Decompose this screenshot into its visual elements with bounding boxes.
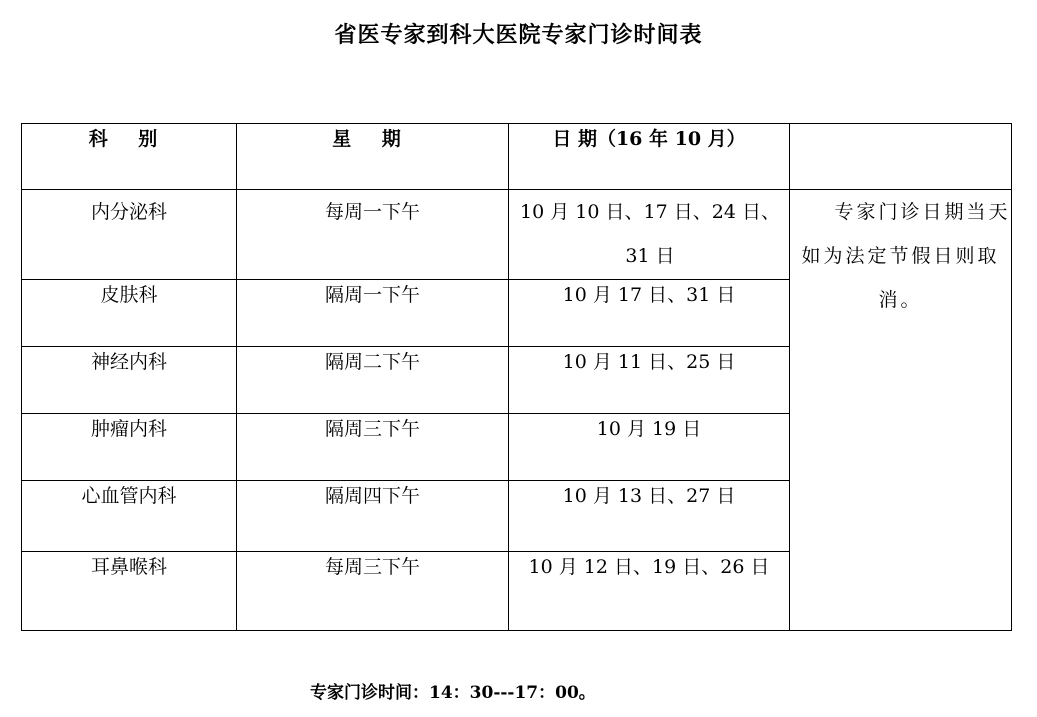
cell-date: 10 月 11 日、25 日 — [509, 347, 790, 414]
cell-date: 10 月 13 日、27 日 — [509, 481, 790, 552]
note-text: 专家门诊日期当天如为法定节假日则取消。 — [801, 201, 1011, 311]
cell-weekday: 隔周四下午 — [237, 481, 509, 552]
cell-date: 10 月 17 日、31 日 — [509, 280, 790, 347]
cell-date: 10 月 10 日、17 日、24 日、31 日 — [509, 190, 790, 280]
cell-dept: 耳鼻喉科 — [22, 552, 237, 631]
cell-weekday: 隔周三下午 — [237, 414, 509, 481]
header-weekday: 星 期 — [237, 124, 509, 190]
cell-weekday: 隔周二下午 — [237, 347, 509, 414]
cell-weekday: 隔周一下午 — [237, 280, 509, 347]
cell-weekday: 每周一下午 — [237, 190, 509, 280]
header-dept: 科 别 — [22, 124, 237, 190]
cell-dept: 心血管内科 — [22, 481, 237, 552]
clinic-hours: 专家门诊时间：14：30---17：00。 — [310, 683, 596, 703]
table-row — [22, 190, 1012, 280]
header-note — [790, 124, 1012, 190]
cell-dept: 肿瘤内科 — [22, 414, 237, 481]
cell-dept: 皮肤科 — [22, 280, 237, 347]
cell-dept: 神经内科 — [22, 347, 237, 414]
cell-date: 10 月 19 日 — [509, 414, 790, 481]
cell-weekday: 每周三下午 — [237, 552, 509, 631]
note-cell — [790, 190, 1012, 631]
table-header-row — [22, 124, 1012, 190]
schedule-table — [21, 123, 1012, 631]
page-title: 省医专家到科大医院专家门诊时间表 — [334, 22, 703, 48]
cell-date: 10 月 12 日、19 日、26 日 — [509, 552, 790, 631]
header-date: 日 期（16 年 10 月） — [509, 124, 790, 190]
cell-dept: 内分泌科 — [22, 190, 237, 280]
